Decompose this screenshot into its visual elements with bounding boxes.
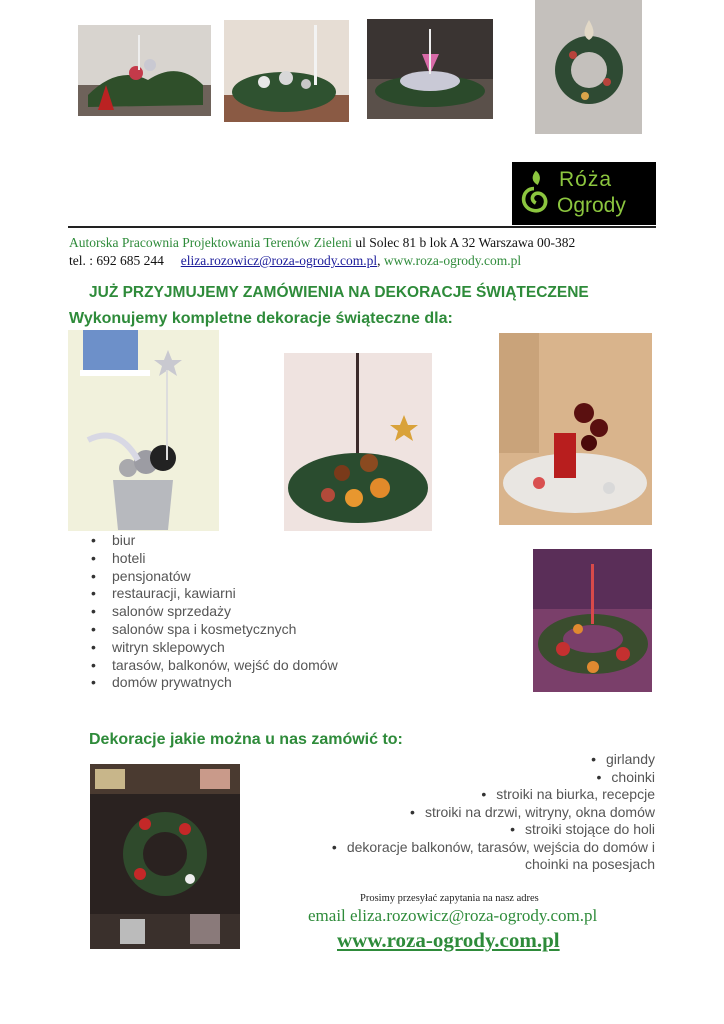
list-item: • salonów sprzedaży bbox=[91, 603, 338, 621]
photo-shelf-wreath bbox=[90, 764, 240, 949]
offer-list bbox=[295, 751, 655, 874]
photo-pink-silver-arrangement bbox=[367, 19, 493, 119]
headline: JUŻ PRZYJMUJEMY ZAMÓWIENIA NA DEKORACJE ŚWIĄTECZENE bbox=[89, 284, 589, 301]
logo-word-ogrody: Ogrody bbox=[557, 194, 626, 217]
list-item: • domów prywatnych bbox=[91, 674, 338, 692]
contact-line-2 bbox=[69, 253, 521, 269]
photo-door-wreath bbox=[535, 0, 642, 134]
clients-list bbox=[91, 532, 338, 692]
list-item: • biur bbox=[91, 532, 338, 550]
list-item: • salonów spa i kosmetycznych bbox=[91, 621, 338, 639]
list-item: • stroiki na drzwi, witryny, okna domów bbox=[410, 803, 655, 820]
list-item: • restauracji, kawiarni bbox=[91, 585, 338, 603]
photo-apple-orange-wreath bbox=[533, 549, 652, 692]
website-link-footer[interactable]: www.roza-ogrody.com.pl bbox=[337, 928, 560, 952]
photo-orange-centerpiece bbox=[284, 353, 432, 531]
photo-red-candle-orchid bbox=[499, 333, 652, 525]
contact-line-1 bbox=[69, 235, 575, 251]
logo-word-roza: Róża bbox=[559, 168, 613, 191]
list-item: • stroiki stojące do holi bbox=[510, 821, 655, 837]
clients-heading: Wykonujemy kompletne dekoracje świąteczne dla: bbox=[69, 310, 453, 327]
list-item: • tarasów, balkonów, wejść do domów bbox=[91, 657, 338, 675]
studio-address: ul Solec 81 b lok A 32 Warszawa 00-382 bbox=[351, 235, 576, 250]
phone-number: tel. : 692 685 244 bbox=[69, 253, 164, 268]
list-item: • hoteli bbox=[91, 550, 338, 568]
list-item: • witryn sklepowych bbox=[91, 639, 338, 657]
list-item: • choinki bbox=[596, 768, 655, 785]
company-logo bbox=[512, 162, 656, 225]
offer-heading: Dekoracje jakie można u nas zamówić to: bbox=[89, 731, 403, 748]
photo-silver-vase bbox=[68, 330, 219, 531]
rose-icon bbox=[516, 166, 552, 222]
photo-wreath-red-deer bbox=[78, 25, 211, 116]
email-link[interactable]: eliza.rozowicz@roza-ogrody.com.pl bbox=[180, 253, 378, 268]
list-item: • girlandy bbox=[591, 751, 655, 767]
separator: , bbox=[377, 253, 381, 268]
inquiry-note: Prosimy przesyłać zapytania na nasz adres bbox=[360, 893, 539, 904]
list-item: • dekoracje balkonów, tarasów, wejścia do domów i choinki na posesjach bbox=[331, 838, 655, 872]
studio-name: Autorska Pracownia Projektowania Terenów Zieleni bbox=[69, 235, 352, 250]
header-divider bbox=[68, 226, 656, 228]
photo-table-arrangement bbox=[224, 20, 349, 122]
website-link-header[interactable]: www.roza-ogrody.com.pl bbox=[383, 253, 522, 268]
list-item: • stroiki na biurka, recepcje bbox=[481, 786, 655, 802]
footer-email[interactable]: email eliza.rozowicz@roza-ogrody.com.pl bbox=[308, 906, 598, 925]
list-item: • pensjonatów bbox=[91, 568, 338, 586]
